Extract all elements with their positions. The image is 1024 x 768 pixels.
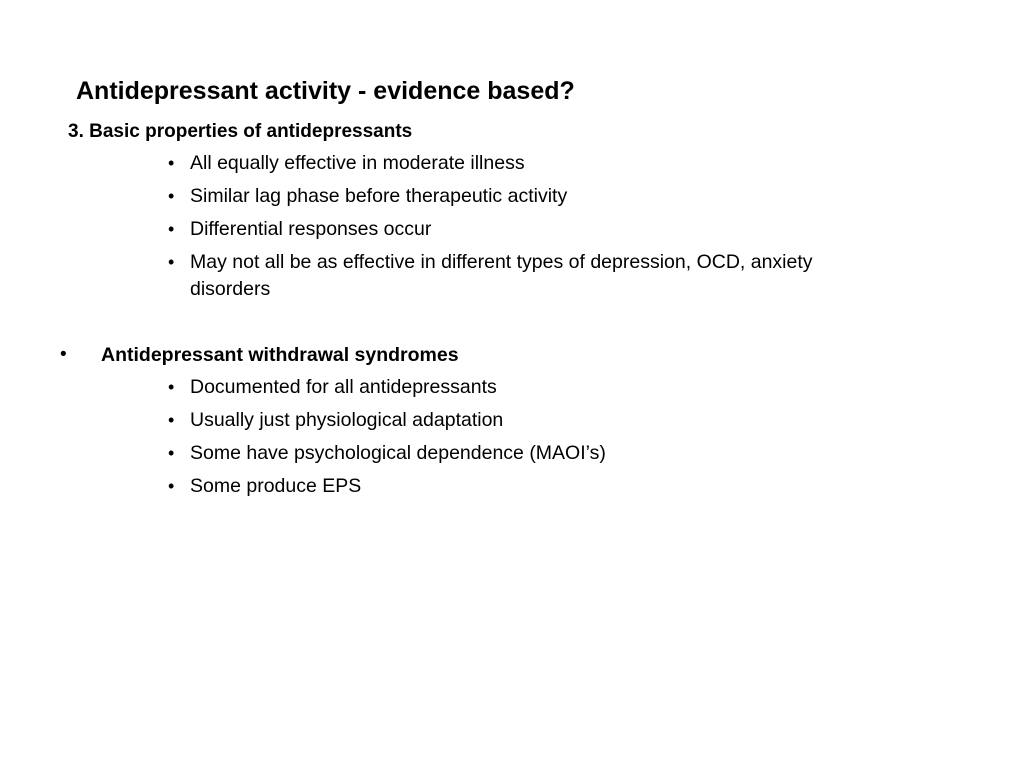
bullet-icon: • xyxy=(168,410,175,430)
withdrawal-list xyxy=(162,374,870,506)
bullet-icon: • xyxy=(168,219,175,239)
list-item xyxy=(162,374,870,401)
bullet-icon: • xyxy=(168,476,175,496)
bullet-icon: • xyxy=(168,153,175,173)
list-item-text: Usually just physiological adaptation xyxy=(190,409,504,431)
list-item xyxy=(162,407,870,434)
slide-title: Antidepressant activity - evidence based? xyxy=(76,77,575,105)
list-item-text: Similar lag phase before therapeutic activity xyxy=(190,185,568,207)
list-item-text: May not all be as effective in different types of depression, OCD, anxiety disorders xyxy=(190,251,813,300)
list-item-text: Some produce EPS xyxy=(190,475,362,497)
section-heading-withdrawal: Antidepressant withdrawal syndromes xyxy=(101,344,459,366)
list-item xyxy=(162,473,870,500)
list-item xyxy=(162,150,870,177)
list-item-text: Documented for all antidepressants xyxy=(190,376,497,398)
list-item xyxy=(162,249,860,303)
bullet-icon: • xyxy=(168,443,175,463)
bullet-icon: • xyxy=(168,377,175,397)
bullet-icon: • xyxy=(168,252,175,272)
section-heading-basic-properties: 3. Basic properties of antidepressants xyxy=(68,121,413,142)
list-item-text: Some have psychological dependence (MAOI’s) xyxy=(190,442,606,464)
list-item-text: Differential responses occur xyxy=(190,218,432,240)
list-item xyxy=(162,440,870,467)
list-item xyxy=(162,216,870,243)
bullet-icon: • xyxy=(168,186,175,206)
basic-properties-list xyxy=(162,150,870,309)
list-item xyxy=(162,183,870,210)
bullet-icon: • xyxy=(60,344,67,365)
list-item-text: All equally effective in moderate illness xyxy=(190,152,525,174)
